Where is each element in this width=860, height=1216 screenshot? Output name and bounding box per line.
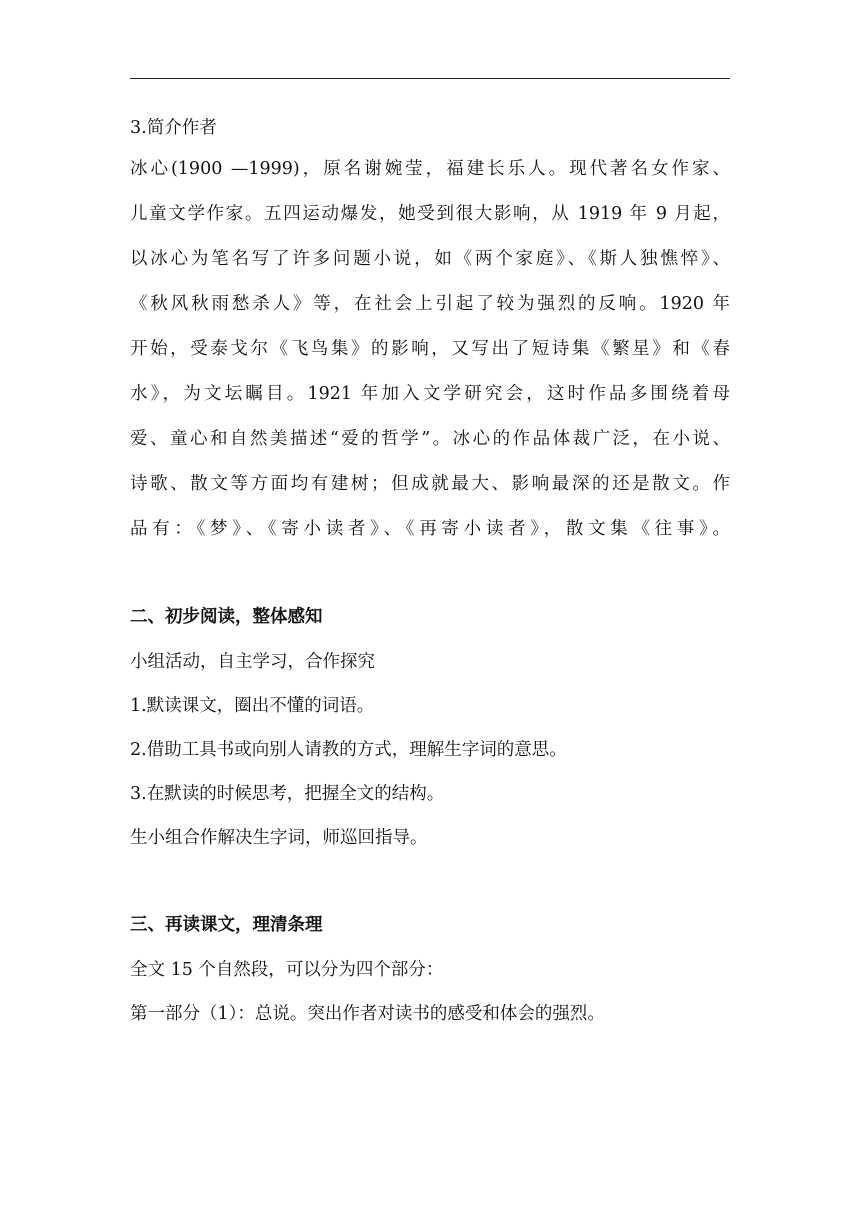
- header-rule: [130, 78, 730, 79]
- paragraph-line: 开始，受泰戈尔《飞鸟集》的影响，又写出了短诗集《繁星》和《春: [130, 339, 730, 359]
- spacer: [130, 552, 730, 594]
- author-paragraph: [130, 147, 730, 552]
- paragraph-line: 诗歌、散文等方面均有建树；但成就最大、影响最深的还是散文。作: [130, 474, 730, 494]
- spacer: [130, 860, 730, 902]
- author-section-title: 3.简介作者: [130, 118, 217, 138]
- section-three-line: 第一部分（1）：总说。突出作者对读书的感受和体会的强烈。: [130, 1004, 605, 1024]
- paragraph-line: 儿童文学作家。五四运动爆发，她受到很大影响，从 1919 年 9 月起，: [130, 204, 730, 224]
- section-two-line: 2.借助工具书或向别人请教的方式，理解生字词的意思。: [130, 740, 567, 760]
- paragraph-line: 冰心(1900 —1999)，原名谢婉莹，福建长乐人。现代著名女作家、: [130, 159, 730, 179]
- paragraph-line: 《秋风秋雨愁杀人》等，在社会上引起了较为强烈的反响。1920 年: [130, 294, 730, 314]
- section-two-heading: 二、初步阅读，整体感知: [130, 607, 323, 627]
- section-two-line: 小组活动，自主学习，合作探究: [130, 652, 375, 672]
- paragraph-line: 以冰心为笔名写了许多问题小说，如《两个家庭》、《斯人独憔悴》、: [130, 249, 730, 269]
- section-two-line: 1.默读课文，圈出不懂的词语。: [130, 696, 375, 716]
- document-body: [130, 110, 730, 1036]
- paragraph-line: 爱、童心和自然美描述“爱的哲学”。冰心的作品体裁广泛，在小说、: [130, 429, 730, 449]
- paragraph-line: 水》，为文坛瞩目。1921 年加入文学研究会，这时作品多围绕着母: [130, 384, 730, 404]
- section-three-heading: 三、再读课文，理清条理: [130, 915, 323, 935]
- paragraph-line: 品有：《梦》、《寄小读者》、《再寄小读者》，散文集《往事》。: [130, 519, 730, 539]
- section-two-line: 生小组合作解决生字词，师巡回指导。: [130, 828, 428, 848]
- section-two-line: 3.在默读的时候思考，把握全文的结构。: [130, 784, 445, 804]
- section-three-line: 全文 15 个自然段，可以分为四个部分：: [130, 960, 444, 980]
